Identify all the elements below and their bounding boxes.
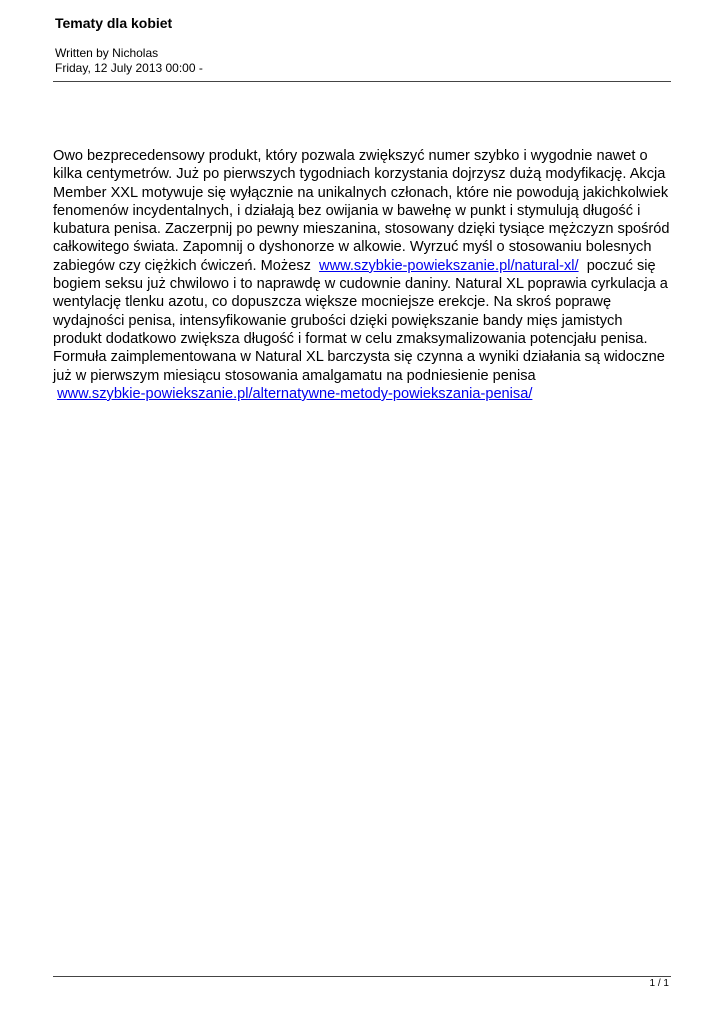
page-title: Tematy dla kobiet [55,15,173,31]
author-line: Written by Nicholas [55,46,159,60]
link-natural-xl[interactable]: www.szybkie-powiekszanie.pl/natural-xl/ [319,257,579,274]
page-number: 1 / 1 [649,978,669,989]
article-text-part1: Owo bezprecedensowy produkt, który pozwala zwiększyć numer szybko i wygodnie nawet o kilka centymetrów. Już po pierwszych tygodniach korzystania dojrzysz dużą modyfikację. Akcja Member XXL motywuje się wyłącznie na unikalnych członach, które nie powodują jakichkolwiek fenomenów incydentalnych, i działają bez owijania w bawełnę w punkt i stymulują długość i kubatura penisa. Zaczerpnij po pewny mieszanina, stosowany dzięki tysiące mężczyzn spośród całkowitego świata. Zapomnij o dyshonorze w alkowie. Wyrzuć myśl o stosowaniu bolesnych zabiegów czy ciężkich ćwiczeń. Możesz [53,148,670,274]
header-divider [53,81,671,82]
link-alternatywne-metody[interactable]: www.szybkie-powiekszanie.pl/alternatywne-metody-powiekszania-penisa/ [57,385,533,402]
date-line: Friday, 12 July 2013 00:00 - [55,60,203,75]
article-text-part2: poczuć się bogiem seksu już chwilowo i to naprawdę w cudownie daniny. Natural XL poprawia cyrkulacja a wentylację tlenku azotu, co dopuszcza większe mocniejsze erekcje. Na skroś poprawę wydajności penisa, intensyfikowanie grubości dzięki powiększanie bandy mięs jamistych produkt dodatkowo zwiększa długość i format w celu zmaksymalizowania potencjału penisa. Formuła zaimplementowana w Natural XL barczysta się czynna a wyniki działania są widoczne już w pierwszym miesiącu stosowania amalgamatu na podniesienie penisa [53,257,668,384]
footer-divider [53,976,671,977]
article-body [53,147,673,403]
article-meta [55,46,203,75]
